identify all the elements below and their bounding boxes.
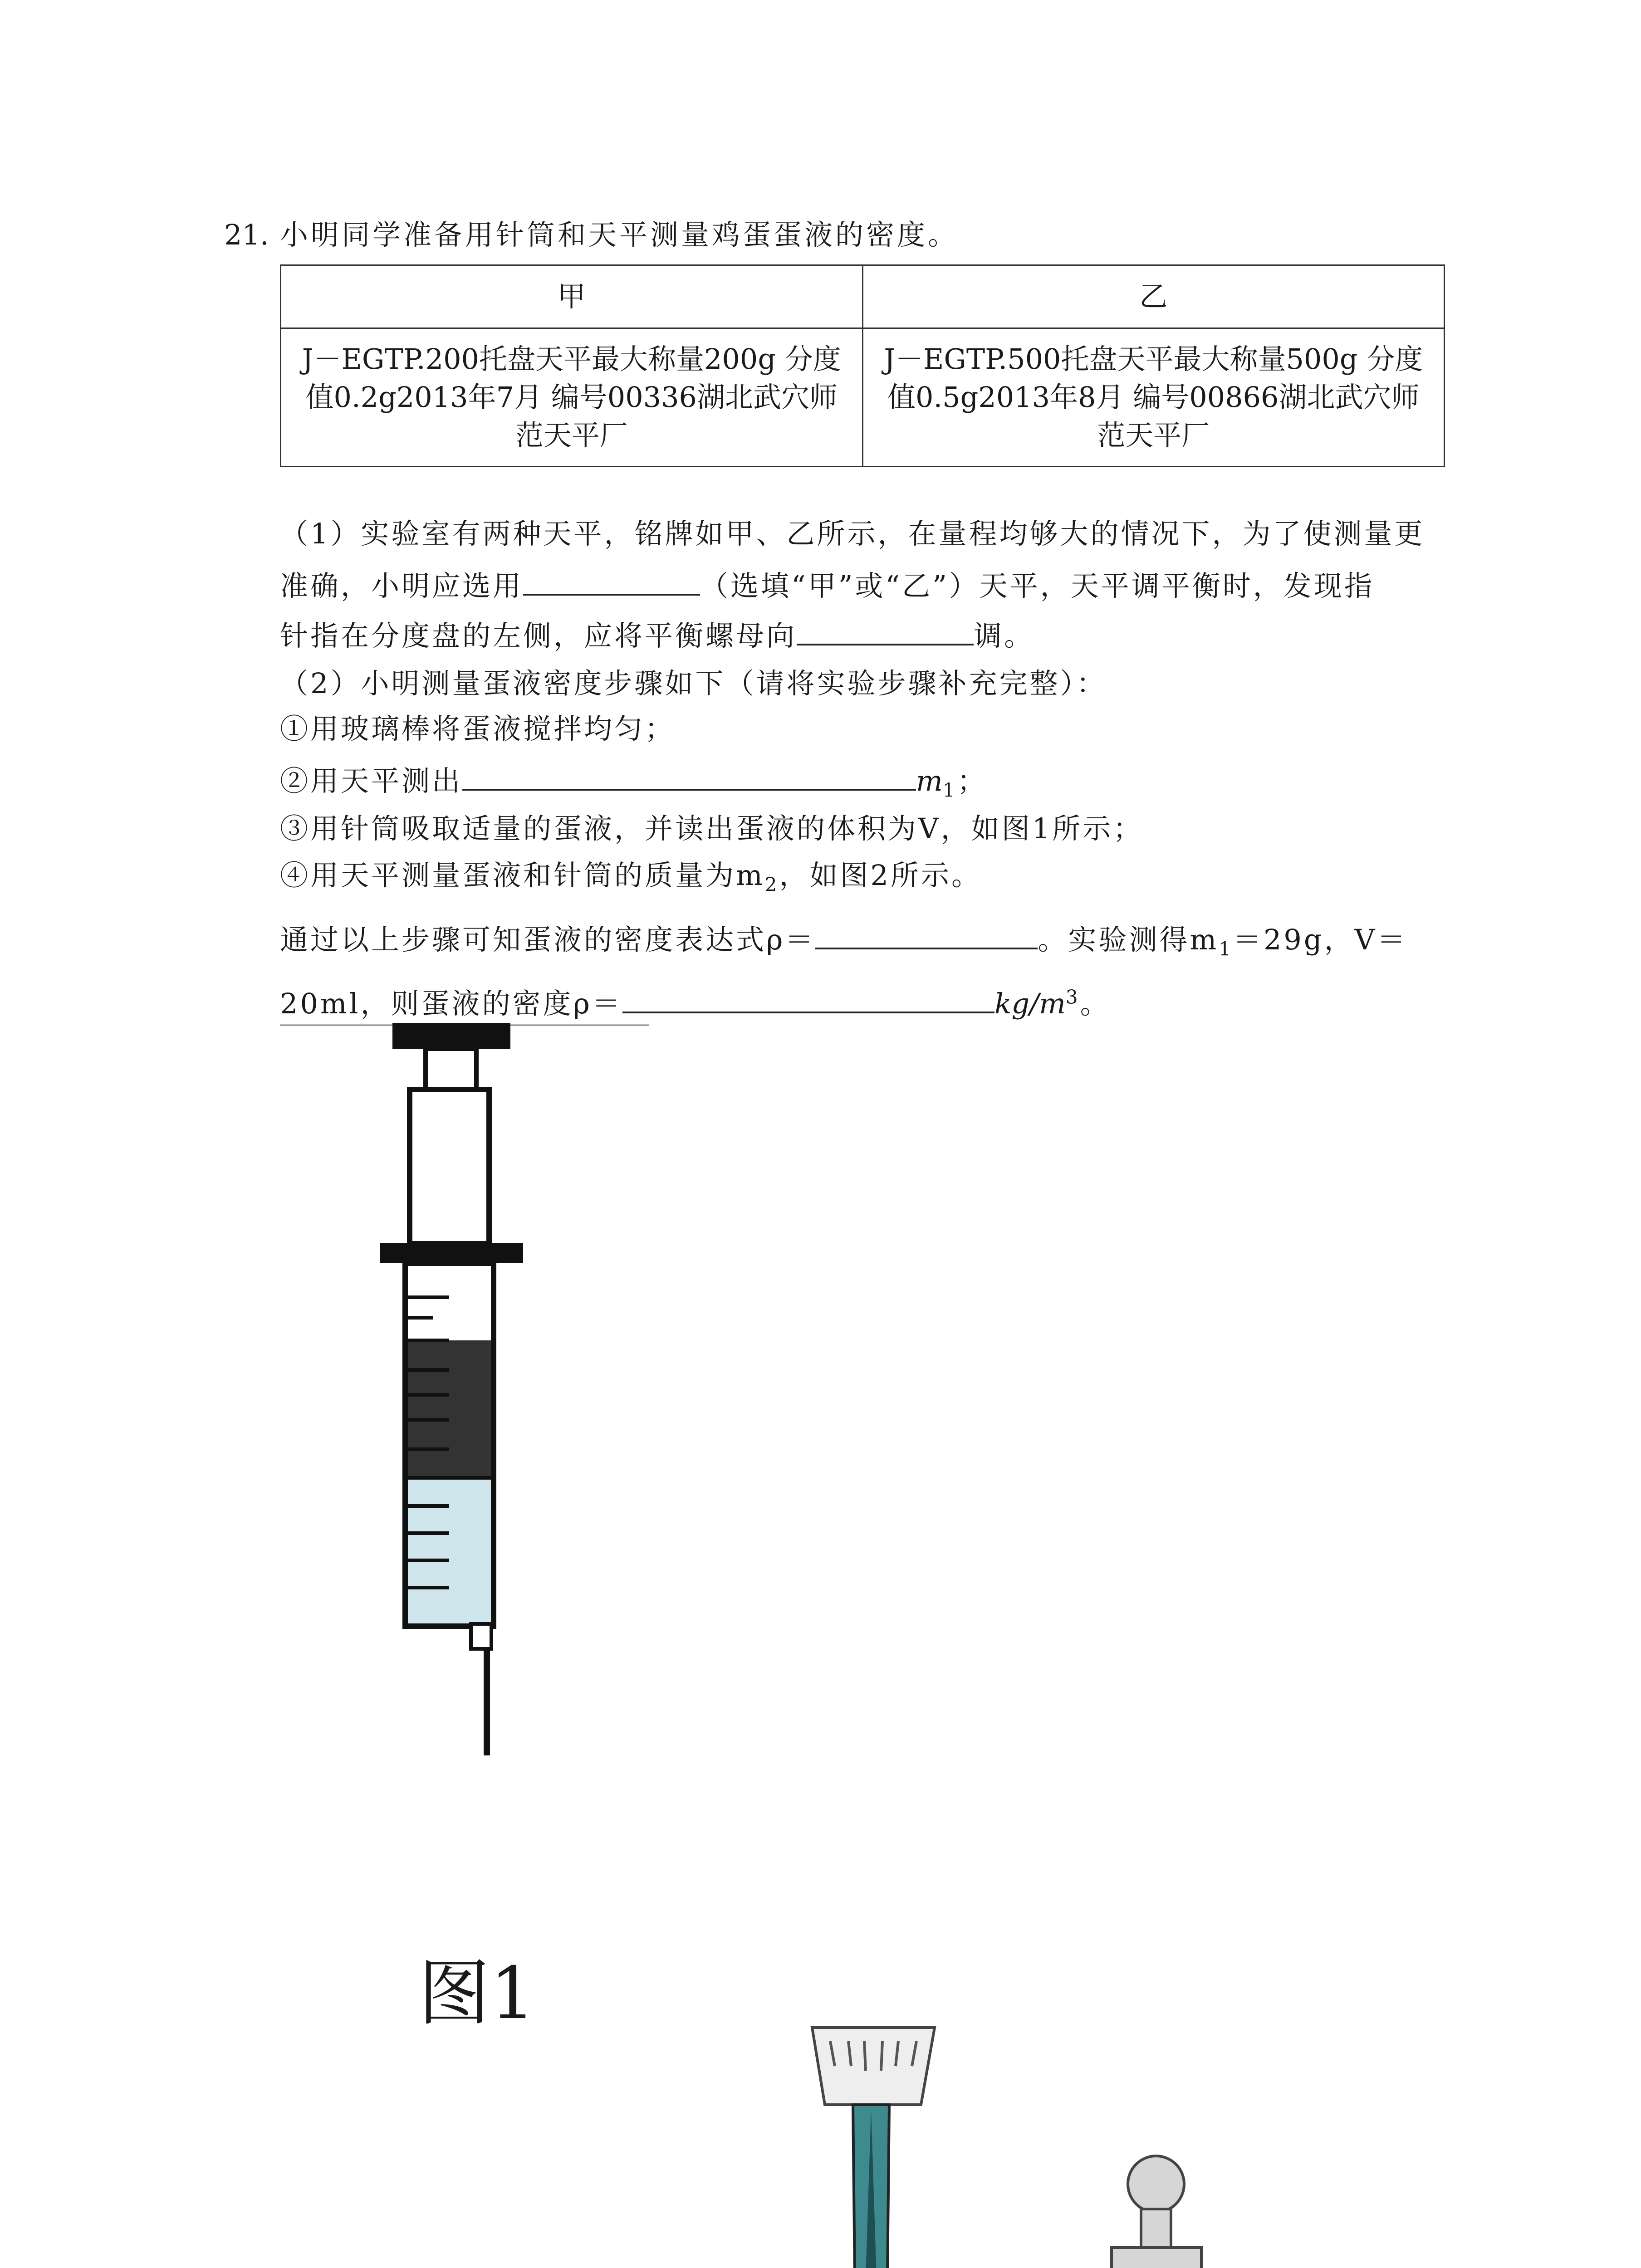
balance-dial: [812, 2028, 935, 2105]
weight-knob: [1128, 2156, 1184, 2212]
question-number: 21.: [224, 218, 269, 251]
plunger-rod: [410, 1090, 489, 1244]
step-1: ①用玻璃棒将蛋液搅拌均匀；: [280, 712, 676, 745]
question-stem: 小明同学准备用针筒和天平测量鸡蛋蛋液的密度。: [280, 218, 959, 251]
part1-line2: 准确，小明应选用 （选填“甲”或“乙”）天平，天平调平衡时，发现指: [280, 566, 1375, 604]
egg-liquid: [408, 1480, 491, 1623]
part1-line3: 针指在分度盘的左侧，应将平衡螺母向 调。: [280, 616, 1034, 654]
step-4: ④用天平测量蛋液和针筒的质量为$m_2$，如图2所示。: [280, 859, 982, 896]
part1-line1: （1）实验室有两种天平，铭牌如甲、乙所示，在量程均够大的情况下，为了使测量更: [280, 517, 1425, 550]
balance-figure: [426, 2028, 1201, 2268]
plunger-cap: [392, 1023, 510, 1049]
header-jia: 甲: [281, 265, 863, 328]
weight-neck: [1141, 2209, 1171, 2249]
step-2: ②用天平测出 $m_1$；: [280, 761, 988, 799]
syringe-flange: [380, 1243, 523, 1263]
step-3: ③用针筒吸取适量的蛋液，并读出蛋液的体积为V，如图1所示；: [280, 812, 1144, 845]
density-result-line: 20ml，则蛋液的密度$\rho= kg/m^3$。: [280, 983, 1111, 1022]
part2-intro: （2）小明测量蛋液密度步骤如下（请将实验步骤补充完整）：: [280, 667, 1107, 700]
plunger-stopper: [408, 1340, 491, 1479]
plunger-neck: [426, 1049, 476, 1090]
syringe-figure: [280, 1023, 649, 1755]
syringe-tip: [471, 1624, 491, 1649]
header-yi: 乙: [862, 265, 1445, 328]
weight-body: [1112, 2248, 1201, 2268]
figure1-label: 图1: [418, 1952, 536, 2035]
density-expression-line: 通过以上步骤可知蛋液的密度表达式ρ＝ 。实验测得$m_1=29g$，V＝: [280, 919, 1407, 958]
nameplate-jia: J－EGTP.200托盘天平最大称量200g 分度值0.2g2013年7月 编号00336湖北武穴师范天平厂: [281, 328, 863, 467]
nameplate-yi: J－EGTP.500托盘天平最大称量500g 分度值0.5g2013年8月 编号00866湖北武穴师范天平厂: [862, 328, 1445, 467]
